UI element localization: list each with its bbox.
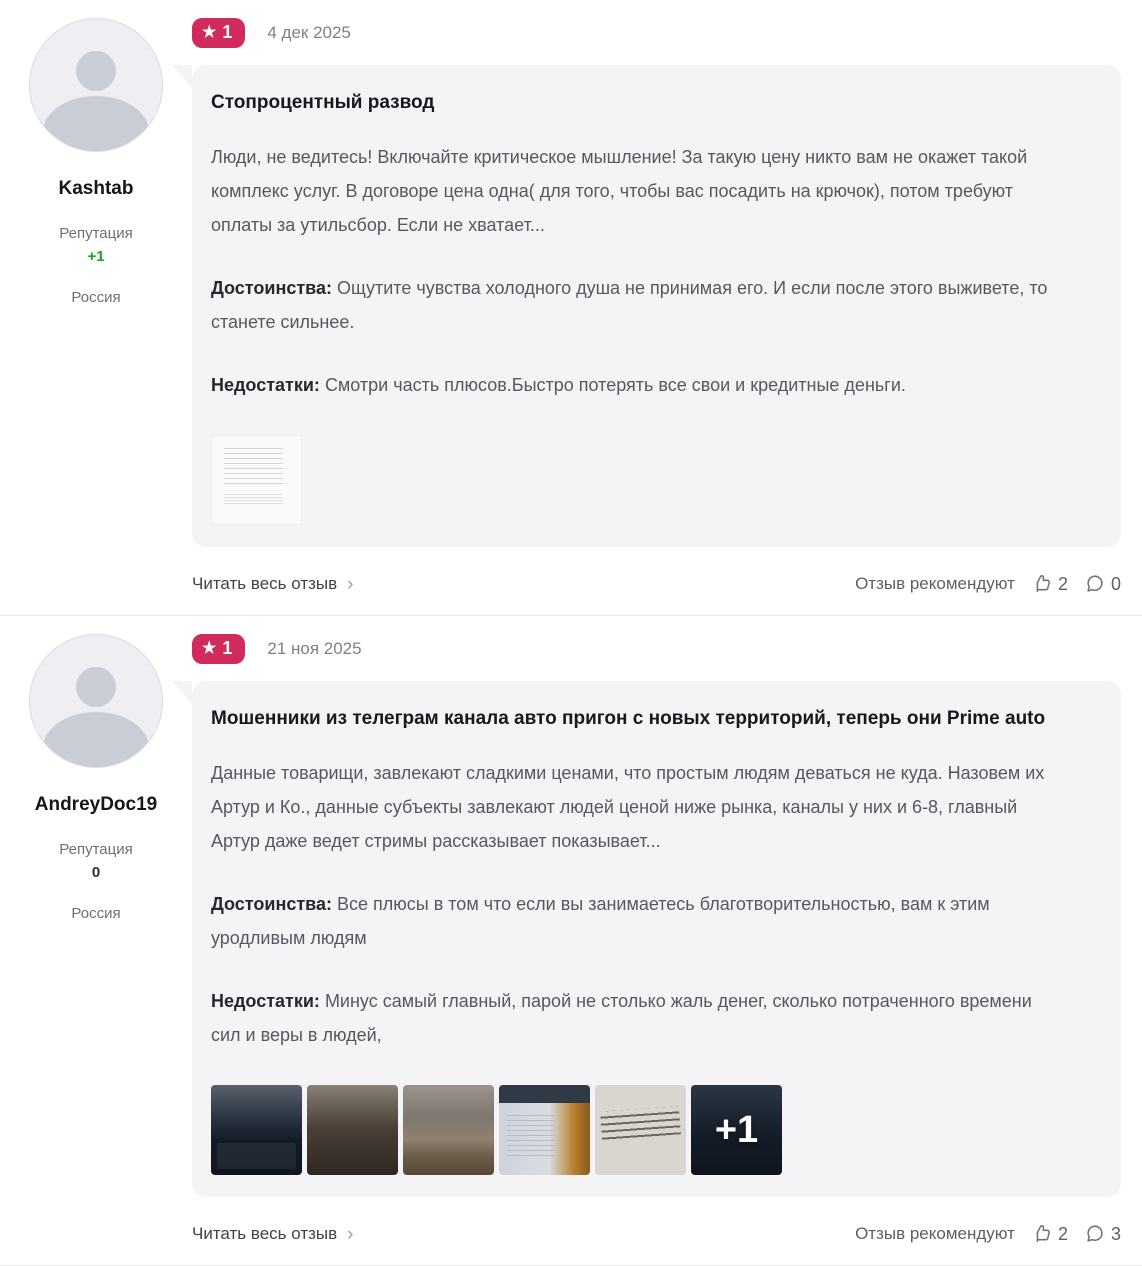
thumbs-up-icon bbox=[1031, 1223, 1053, 1245]
comments-button[interactable] bbox=[1084, 1223, 1121, 1245]
review-photo-man-plaid-shirt[interactable] bbox=[307, 1085, 398, 1175]
more-photos-count: +1 bbox=[714, 1108, 759, 1151]
review-body: Люди, не ведитесь! Включайте критическое мышление! За такую цену никто вам не окажет такой комплекс услуг. В договоре цена одна( для того, чтобы вас посадить на крючок), потом требуют оплаты за утильсбор. Если не хватает... bbox=[211, 147, 1028, 235]
review-footer bbox=[192, 1223, 1121, 1245]
review-cons bbox=[211, 368, 1056, 402]
review-author-panel bbox=[0, 18, 192, 306]
review-stats bbox=[855, 573, 1121, 595]
comment-icon bbox=[1084, 573, 1106, 595]
review-pros bbox=[211, 271, 1056, 339]
review-content bbox=[192, 634, 1121, 1245]
reputation-value: 0 bbox=[91, 864, 101, 881]
review-item bbox=[0, 0, 1142, 595]
user-location: Россия bbox=[71, 905, 121, 922]
comments-button[interactable] bbox=[1084, 573, 1121, 595]
review-cons bbox=[211, 984, 1056, 1052]
comments-count: 0 bbox=[1110, 573, 1121, 594]
pros-label: Достоинства: bbox=[211, 894, 332, 914]
recommend-label: Отзыв рекомендуют bbox=[855, 574, 1015, 593]
cons-label: Недостатки: bbox=[211, 991, 320, 1011]
review-header bbox=[192, 18, 1121, 48]
review-photo-stamped-document[interactable] bbox=[595, 1085, 686, 1175]
review-author-panel bbox=[0, 634, 192, 922]
rating-value: 1 bbox=[222, 638, 233, 658]
star-icon: ★ bbox=[202, 640, 217, 657]
user-location: Россия bbox=[71, 289, 121, 306]
chevron-right-icon: › bbox=[347, 573, 354, 595]
avatar-shoulders-silhouette bbox=[43, 712, 149, 768]
reputation-value: +1 bbox=[87, 248, 105, 265]
star-icon: ★ bbox=[202, 24, 217, 41]
pros-text: Все плюсы в том что если вы занимаетесь благотворительностью, вам к этим уродливым людям bbox=[211, 894, 990, 948]
likes-button[interactable] bbox=[1031, 1223, 1068, 1245]
likes-count: 2 bbox=[1057, 573, 1068, 594]
user-avatar[interactable] bbox=[29, 634, 163, 768]
avatar-head-silhouette bbox=[76, 51, 116, 91]
read-more-label: Читать весь отзыв bbox=[192, 1224, 338, 1243]
cons-text: Смотри часть плюсов.Быстро потерять все свои и кредитные деньги. bbox=[324, 375, 906, 395]
cons-label: Недостатки: bbox=[211, 375, 320, 395]
reputation-label: Репутация bbox=[59, 225, 133, 242]
avatar-shoulders-silhouette bbox=[43, 96, 149, 152]
rating-value: 1 bbox=[222, 22, 233, 42]
user-name[interactable]: Kashtab bbox=[58, 178, 134, 199]
review-body: Данные товарищи, завлекают сладкими ценами, что простым людям деваться не куда. Назовем их Артур и Ко., данные субъекты завлекают людей ценой ниже рынка, каналы у них и 6-8, главный Артур даже ведет стримы рассказывает показывает... bbox=[211, 763, 1045, 851]
review-photo-office-desk[interactable] bbox=[403, 1085, 494, 1175]
review-photo-phone-contact-card[interactable] bbox=[211, 1085, 302, 1175]
comments-count: 3 bbox=[1110, 1223, 1121, 1244]
pros-label: Достоинства: bbox=[211, 278, 332, 298]
review-photo-document-scan[interactable] bbox=[211, 435, 302, 525]
read-more-label: Читать весь отзыв bbox=[192, 574, 338, 593]
pros-text: Ощутите чувства холодного душа не принимая его. И если после этого выживете, то станете сильнее. bbox=[211, 278, 1048, 332]
review-footer bbox=[192, 573, 1121, 595]
review-card bbox=[192, 65, 1121, 547]
user-name[interactable]: AndreyDoc19 bbox=[34, 794, 158, 815]
review-header bbox=[192, 634, 1121, 664]
read-more-link[interactable] bbox=[192, 1224, 353, 1244]
user-avatar[interactable] bbox=[29, 18, 163, 152]
likes-button[interactable] bbox=[1031, 573, 1068, 595]
review-title[interactable]: Стопроцентный развод bbox=[211, 92, 435, 113]
cons-text: Минус самый главный, парой не столько жаль денег, сколько потраченного времени сил и веры в людей, bbox=[211, 991, 1032, 1045]
review-date: 21 ноя 2025 bbox=[267, 639, 362, 658]
review-photos bbox=[211, 435, 1095, 525]
chevron-right-icon: › bbox=[347, 1223, 354, 1245]
likes-count: 2 bbox=[1057, 1223, 1068, 1244]
thumbs-up-icon bbox=[1031, 573, 1053, 595]
reputation-label: Репутация bbox=[59, 841, 133, 858]
rating-badge bbox=[192, 18, 245, 48]
review-pros bbox=[211, 887, 1056, 955]
review-card bbox=[192, 681, 1121, 1197]
review-stats bbox=[855, 1223, 1121, 1245]
review-date: 4 дек 2025 bbox=[267, 23, 351, 42]
read-more-link[interactable] bbox=[192, 574, 353, 594]
review-photos bbox=[211, 1085, 1095, 1175]
recommend-label: Отзыв рекомендуют bbox=[855, 1224, 1015, 1243]
review-title[interactable]: Мошенники из телеграм канала авто пригон с новых территорий, теперь они Prime auto bbox=[211, 708, 1046, 729]
rating-badge bbox=[192, 634, 245, 664]
review-content bbox=[192, 18, 1121, 595]
comment-icon bbox=[1084, 1223, 1106, 1245]
avatar-head-silhouette bbox=[76, 667, 116, 707]
review-item bbox=[0, 616, 1142, 1245]
review-photo-customs-document[interactable] bbox=[499, 1085, 590, 1175]
review-photo-more[interactable] bbox=[691, 1085, 782, 1175]
